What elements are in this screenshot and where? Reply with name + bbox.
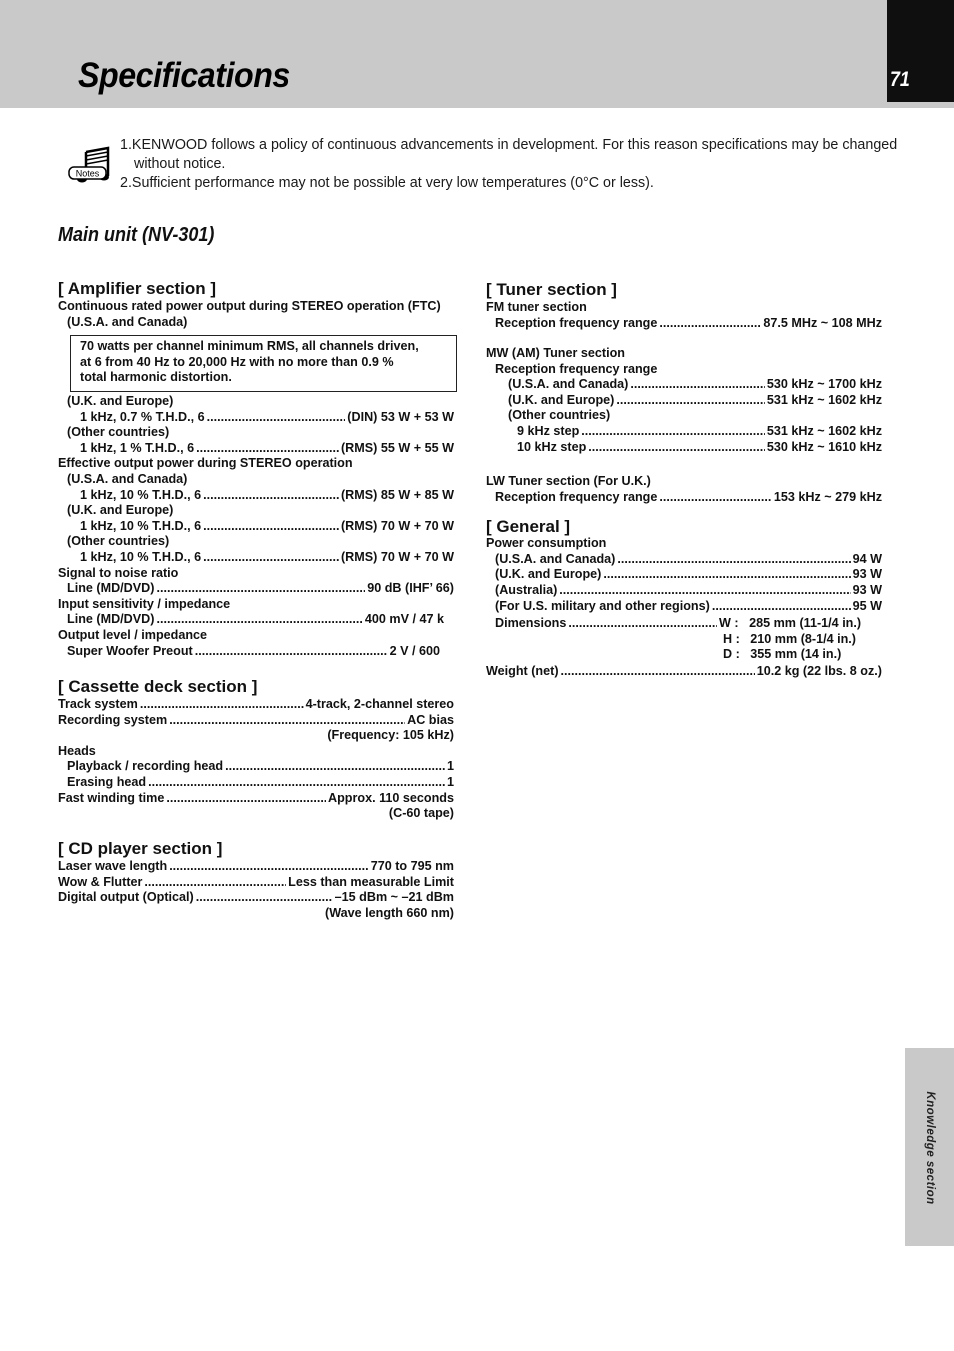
spec-value: 1 xyxy=(446,759,454,774)
cassette-spec-list xyxy=(58,697,454,822)
spec-value: 4-track, 2-channel stereo xyxy=(305,697,454,711)
spec-group-label: Output level / impedance xyxy=(58,627,208,642)
leader-dots xyxy=(561,664,755,680)
spec-label: Line (MD/DVD) xyxy=(67,581,155,596)
spec-row xyxy=(486,377,882,393)
spec-label: (U.K. and Europe) xyxy=(508,392,615,407)
leader-dots xyxy=(166,791,326,807)
leader-dots xyxy=(568,616,717,632)
spec-row xyxy=(58,488,454,504)
spec-group-label: MW (AM) Tuner section xyxy=(486,346,625,360)
notes-icon-label: Notes xyxy=(75,168,100,179)
leader-dots xyxy=(169,713,405,729)
spec-group-label: Signal to noise ratio xyxy=(58,565,179,580)
notes-list xyxy=(120,136,910,193)
spec-row xyxy=(486,424,882,440)
spec-value: 531 kHz ~ 1602 kHz xyxy=(766,423,882,438)
leader-dots xyxy=(203,519,339,535)
amplifier-spec-list xyxy=(58,394,454,659)
spec-value: 1 xyxy=(446,774,454,789)
region-label: (U.K. and Europe) xyxy=(67,503,174,518)
spec-row xyxy=(58,410,454,426)
spec-value: 90 dB (IHF’ 66) xyxy=(367,581,454,596)
spec-label: 1 kHz, 10 % T.H.D., 6 xyxy=(80,549,202,564)
leader-dots xyxy=(203,488,339,504)
spec-label: Dimensions xyxy=(495,615,567,630)
ftc-rating-line: total harmonic distortion. xyxy=(80,370,232,385)
leader-dots xyxy=(225,759,445,775)
leader-dots xyxy=(203,550,339,566)
spec-value: (RMS) 55 W + 55 W xyxy=(340,440,454,455)
spec-note: (Wave length 660 nm) xyxy=(325,905,454,920)
spec-value: 530 kHz ~ 1700 kHz xyxy=(766,377,882,392)
knowledge-section-label: Knowledge section xyxy=(924,1091,936,1205)
spec-row xyxy=(486,616,882,632)
spec-group-label: Power consumption xyxy=(486,536,607,550)
spec-label: Track system xyxy=(58,697,138,711)
spec-row xyxy=(486,490,882,506)
spec-group-label: LW Tuner section (For U.K.) xyxy=(486,474,651,488)
spec-label: 1 kHz, 10 % T.H.D., 6 xyxy=(80,518,202,533)
spec-row xyxy=(486,440,882,456)
spec-group-label: Effective output power during STEREO operation xyxy=(58,456,353,471)
spec-value: (DIN) 53 W + 53 W xyxy=(347,409,454,424)
spec-label: Erasing head xyxy=(67,774,147,789)
leader-dots xyxy=(712,599,851,615)
leader-dots xyxy=(156,581,365,597)
leader-dots xyxy=(195,644,388,660)
spec-row xyxy=(58,859,454,875)
spec-group-label: Heads xyxy=(58,743,96,758)
leader-dots xyxy=(144,875,286,891)
leader-dots xyxy=(630,377,764,393)
spec-label: Laser wave length xyxy=(58,859,168,873)
leader-dots xyxy=(169,859,369,875)
spec-row xyxy=(58,759,454,775)
region-label: (U.S.A. and Canada) xyxy=(67,471,188,486)
spec-label: Fast winding time xyxy=(58,790,165,805)
spec-label: Reception frequency range xyxy=(495,489,658,504)
leader-dots xyxy=(140,697,304,713)
spec-value: (RMS) 70 W + 70 W xyxy=(340,549,454,564)
leader-dots xyxy=(659,316,761,332)
cd-section-title: [ CD player section ] xyxy=(58,839,223,858)
tuner-lw-block xyxy=(486,474,882,505)
spec-row xyxy=(58,713,454,729)
region-label: (Other countries) xyxy=(67,425,170,440)
tuner-section-title: [ Tuner section ] xyxy=(486,280,617,299)
page-number: 71 xyxy=(890,68,910,91)
region-label: (Other countries) xyxy=(508,408,611,423)
main-unit-heading: Main unit (NV-301) xyxy=(58,224,215,246)
spec-row xyxy=(58,875,454,891)
spec-group-label: FM tuner section xyxy=(486,300,587,314)
spec-value: 93 W xyxy=(852,582,882,597)
spec-label: Digital output (Optical) xyxy=(58,890,194,905)
spec-row xyxy=(58,441,454,457)
spec-label: 9 kHz step xyxy=(517,423,580,438)
spec-row xyxy=(58,791,454,807)
general-section-title: [ General ] xyxy=(486,517,571,536)
spec-row xyxy=(486,664,882,680)
leader-dots xyxy=(559,583,850,599)
note-item: 2.Sufficient performance may not be possible at very low temperatures (0°C or less). xyxy=(120,175,654,191)
leader-dots xyxy=(196,441,339,457)
tuner-mw-block xyxy=(486,346,882,455)
spec-value: (RMS) 70 W + 70 W xyxy=(340,518,454,533)
spec-label: Recording system xyxy=(58,712,168,727)
spec-group-label: Input sensitivity / impedance xyxy=(58,596,231,611)
spec-label: (U.S.A. and Canada) xyxy=(495,551,616,566)
spec-value: 530 kHz ~ 1610 kHz xyxy=(766,439,882,454)
region-label: (U.K. and Europe) xyxy=(67,394,174,408)
spec-value: Less than measurable Limit xyxy=(288,874,454,889)
amplifier-section-title: [ Amplifier section ] xyxy=(58,279,217,298)
spec-value: 2 V / 600 xyxy=(389,643,440,658)
cassette-section-title: [ Cassette deck section ] xyxy=(58,677,258,696)
region-label: (U.S.A. and Canada) xyxy=(67,314,188,329)
spec-value: Approx. 110 seconds xyxy=(328,790,454,805)
spec-value: W : 285 mm (11-1/4 in.) xyxy=(719,615,862,630)
spec-label: Playback / recording head xyxy=(67,759,224,774)
ftc-rating-line: 70 watts per channel minimum RMS, all channels driven, xyxy=(80,339,419,353)
spec-label: (For U.S. military and other regions) xyxy=(495,599,710,614)
cd-spec-list xyxy=(58,859,454,921)
spec-value: D : 355 mm (14 in.) xyxy=(723,647,842,662)
spec-value: 94 W xyxy=(852,551,882,566)
spec-value: H : 210 mm (8-1/4 in.) xyxy=(723,631,856,646)
leader-dots xyxy=(617,552,850,568)
spec-label: (U.K. and Europe) xyxy=(495,567,602,582)
spec-row xyxy=(58,550,454,566)
spec-row xyxy=(58,581,454,597)
notes-icon xyxy=(68,146,110,188)
spec-label: (Australia) xyxy=(495,582,558,597)
spec-note: (C-60 tape) xyxy=(388,806,454,821)
leader-dots xyxy=(196,890,333,906)
region-label: (Other countries) xyxy=(67,534,170,549)
spec-row xyxy=(58,697,454,713)
leader-dots xyxy=(588,440,765,456)
spec-row xyxy=(486,567,882,583)
spec-value: 10.2 kg (22 lbs. 8 oz.) xyxy=(756,663,882,678)
spec-row xyxy=(58,644,454,660)
spec-row xyxy=(58,890,454,906)
spec-label: Super Woofer Preout xyxy=(67,643,193,658)
leader-dots xyxy=(148,775,445,791)
spec-label: Line (MD/DVD) xyxy=(67,612,155,627)
tuner-fm-block xyxy=(486,300,882,331)
spec-row xyxy=(486,393,882,409)
spec-row xyxy=(58,775,454,791)
spec-value: –15 dBm ~ –21 dBm xyxy=(334,890,454,905)
general-spec-list xyxy=(486,536,882,679)
spec-label: (U.S.A. and Canada) xyxy=(508,377,629,392)
leader-dots xyxy=(581,424,765,440)
spec-value: AC bias xyxy=(407,712,454,727)
leader-dots xyxy=(156,612,362,628)
spec-label: Reception frequency range xyxy=(495,315,658,330)
spec-value: 770 to 795 nm xyxy=(370,859,454,873)
spec-value: 153 kHz ~ 279 kHz xyxy=(773,489,882,504)
spec-value: 95 W xyxy=(852,599,882,614)
spec-row xyxy=(486,599,882,615)
spec-label: Reception frequency range xyxy=(495,361,658,376)
leader-dots xyxy=(207,410,346,426)
spec-label: 1 kHz, 10 % T.H.D., 6 xyxy=(80,487,202,502)
spec-row xyxy=(486,583,882,599)
leader-dots xyxy=(616,393,764,409)
spec-label: 10 kHz step xyxy=(517,439,587,454)
spec-value: 531 kHz ~ 1602 kHz xyxy=(766,392,882,407)
amplifier-rated-block xyxy=(58,299,454,330)
note-item: 1.KENWOOD follows a policy of continuous advancements in development. For this reason specifications may be changed without notice. xyxy=(120,137,898,172)
leader-dots xyxy=(603,567,850,583)
ftc-rating-box xyxy=(70,335,457,392)
spec-row xyxy=(486,552,882,568)
spec-row xyxy=(486,316,882,332)
spec-row xyxy=(58,612,454,628)
leader-dots xyxy=(659,490,771,506)
spec-note: (Frequency: 105 kHz) xyxy=(327,728,454,743)
page-title: Specifications xyxy=(78,56,290,95)
rated-output-label: Continuous rated power output during STEREO operation (FTC) xyxy=(58,299,441,313)
ftc-rating-line: at 6 from 40 Hz to 20,000 Hz with no more than 0.9 % xyxy=(80,354,394,369)
spec-value: 93 W xyxy=(852,567,882,582)
spec-value: (RMS) 85 W + 85 W xyxy=(340,487,454,502)
spec-value: 87.5 MHz ~ 108 MHz xyxy=(763,315,882,330)
spec-row xyxy=(58,519,454,535)
spec-label: Wow & Flutter xyxy=(58,874,143,889)
spec-label: 1 kHz, 1 % T.H.D., 6 xyxy=(80,440,195,455)
spec-label: 1 kHz, 0.7 % T.H.D., 6 xyxy=(80,409,205,424)
spec-value: 400 mV / 47 k xyxy=(364,612,444,627)
spec-label: Weight (net) xyxy=(486,663,559,678)
